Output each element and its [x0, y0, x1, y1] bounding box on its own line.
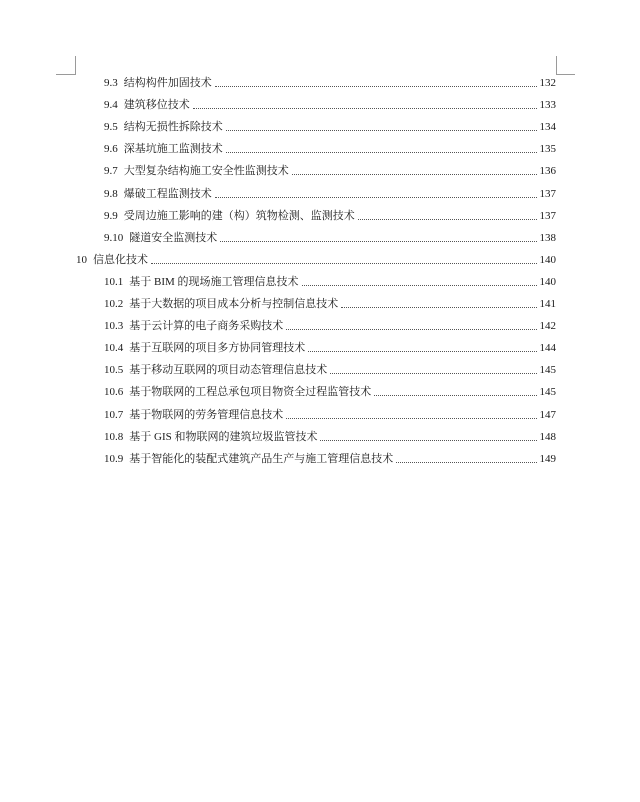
- toc-entry-page-number: 147: [539, 408, 556, 421]
- toc-dot-leader: [330, 373, 536, 374]
- toc-entry[interactable]: [104, 74, 556, 90]
- toc-entry-title: 结构无损性拆除技术: [123, 121, 223, 134]
- toc-entry-number: 9.10: [104, 231, 124, 244]
- toc-entry-title: 基于互联网的项目多方协同管理技术: [129, 342, 306, 355]
- toc-entry-title: 大型复杂结构施工安全性监测技术: [123, 165, 289, 178]
- toc-entry[interactable]: [104, 450, 556, 466]
- toc-entry[interactable]: [104, 96, 556, 112]
- toc-entry-number: 10: [76, 253, 87, 266]
- toc-dot-leader: [396, 462, 536, 463]
- toc-entry-page-number: 137: [539, 209, 556, 222]
- toc-dot-leader: [220, 241, 536, 242]
- toc-entry-number: 10.9: [104, 452, 124, 465]
- toc-entry-title: 隧道安全监测技术: [129, 231, 218, 244]
- toc-entry-page-number: 134: [539, 121, 556, 134]
- toc-entry-page-number: 142: [539, 320, 556, 333]
- toc-entry-title: 基于智能化的装配式建筑产品生产与施工管理信息技术: [129, 452, 394, 465]
- toc-dot-leader: [215, 86, 537, 87]
- toc-entry-page-number: 136: [539, 165, 556, 178]
- toc-entry-title: 信息化技术: [93, 253, 148, 266]
- toc-entry-number: 10.8: [104, 430, 124, 443]
- crop-mark-top-right-horizontal: [556, 74, 575, 75]
- toc-entry[interactable]: [104, 406, 556, 422]
- toc-entry-number: 10.1: [104, 275, 124, 288]
- crop-mark-top-left-vertical: [75, 56, 76, 75]
- toc-dot-leader: [302, 285, 537, 286]
- toc-entry-number: 10.7: [104, 408, 124, 421]
- toc-entry[interactable]: [104, 140, 556, 156]
- toc-entry[interactable]: [76, 251, 556, 267]
- toc-entry-number: 9.3: [104, 77, 118, 89]
- toc-entry[interactable]: [104, 317, 556, 333]
- toc-entry-number: 9.6: [104, 143, 118, 156]
- toc-entry-title: 结构构件加固技术: [123, 77, 212, 89]
- toc-entry-title: 基于移动互联网的项目动态管理信息技术: [129, 364, 328, 377]
- toc-entry-page-number: 145: [539, 364, 556, 377]
- toc-dot-leader: [151, 263, 537, 264]
- crop-mark-top-right-vertical: [556, 56, 557, 75]
- toc-entry-page-number: 137: [539, 187, 556, 200]
- toc-entry-page-number: 140: [539, 253, 556, 266]
- toc-entry[interactable]: [104, 118, 556, 134]
- toc-dot-leader: [286, 329, 536, 330]
- toc-entry[interactable]: [104, 273, 556, 289]
- toc-dot-leader: [320, 440, 536, 441]
- toc-entry[interactable]: [104, 162, 556, 178]
- toc-entry-number: 10.6: [104, 386, 124, 399]
- toc-entry[interactable]: [104, 383, 556, 399]
- toc-entry-number: 9.8: [104, 187, 118, 200]
- toc-entry-title: 基于 BIM 的现场施工管理信息技术: [129, 275, 299, 288]
- toc-entry-page-number: 144: [539, 342, 556, 355]
- toc-entry[interactable]: [104, 361, 556, 377]
- toc-entry-title: 基于云计算的电子商务采购技术: [129, 320, 284, 333]
- toc-dot-leader: [292, 174, 537, 175]
- toc-entry-title: 爆破工程监测技术: [123, 187, 212, 200]
- toc-entry-page-number: 141: [539, 298, 556, 310]
- toc-entry-number: 9.7: [104, 165, 118, 178]
- toc-entry-page-number: 135: [539, 143, 556, 156]
- toc-dot-leader: [193, 108, 537, 109]
- toc-entry[interactable]: [104, 229, 556, 245]
- toc-entry-number: 10.5: [104, 364, 124, 377]
- toc-dot-leader: [341, 307, 536, 308]
- toc-entry-page-number: 132: [539, 77, 556, 89]
- toc-entry-number: 9.9: [104, 209, 118, 222]
- toc-entry[interactable]: [104, 185, 556, 201]
- toc-dot-leader: [374, 395, 536, 396]
- crop-mark-top-left-horizontal: [56, 74, 75, 75]
- toc-entry-title: 基于 GIS 和物联网的建筑垃圾监管技术: [129, 430, 318, 443]
- toc-entry-number: 10.4: [104, 342, 124, 355]
- toc-dot-leader: [226, 152, 537, 153]
- toc-entry-number: 9.4: [104, 99, 118, 112]
- toc-entry[interactable]: [104, 428, 556, 444]
- toc-entry-page-number: 133: [539, 99, 556, 112]
- toc-entry-number: 9.5: [104, 121, 118, 134]
- toc-dot-leader: [358, 219, 537, 220]
- toc-entry-title: 受周边施工影响的建（构）筑物检测、监测技术: [123, 209, 355, 222]
- toc-entry-page-number: 145: [539, 386, 556, 399]
- toc-entry-page-number: 138: [539, 231, 556, 244]
- toc-entry-page-number: 148: [539, 430, 556, 443]
- toc-entry-page-number: 149: [539, 452, 556, 465]
- toc-entry[interactable]: [104, 207, 556, 223]
- toc-dot-leader: [286, 418, 536, 419]
- toc-entry[interactable]: [104, 339, 556, 355]
- toc-dot-leader: [215, 197, 537, 198]
- toc-entry-number: 10.3: [104, 320, 124, 333]
- toc-entry[interactable]: [104, 295, 556, 311]
- toc-entry-title: 深基坑施工监测技术: [123, 143, 223, 156]
- toc-entry-title: 基于物联网的劳务管理信息技术: [129, 408, 284, 421]
- toc-entry-title: 基于大数据的项目成本分析与控制信息技术: [129, 298, 339, 310]
- toc-entry-title: 基于物联网的工程总承包项目物资全过程监管技术: [129, 386, 372, 399]
- toc-dot-leader: [308, 351, 536, 352]
- toc-entry-page-number: 140: [539, 275, 556, 288]
- toc-entry-title: 建筑移位技术: [123, 99, 190, 112]
- toc-entry-number: 10.2: [104, 298, 124, 310]
- toc-dot-leader: [226, 130, 537, 131]
